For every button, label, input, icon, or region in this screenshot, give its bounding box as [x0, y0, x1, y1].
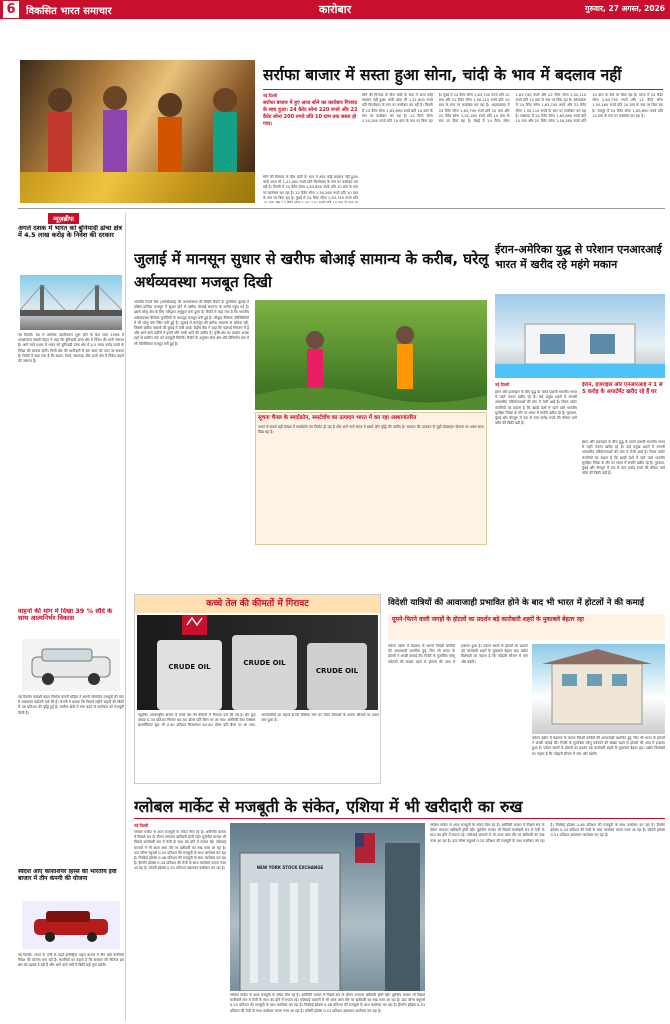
- masthead: [0, 0, 670, 19]
- nyse-sign: NEW YORK STOCK EXCHANGE: [256, 865, 324, 870]
- global-body-left: ग्लोबल मार्केट से आज मजबूती के संकेत मिल रहे हैं। अमेरिकी बाजार में पिछले सत्र के दौरान लगातार खरीदारी होती रही। यूरोपीय बाजार भी पिछले कारोबारी सत्र में तेजी के साथ बंद होने में सफल रहे। एशियाई बाजारों में भी आज आम तौर पर खरीदारी का रुख नजर आ रहा है। डाउ जॉन्स फ्यूचर्स 0.25 प्रतिशत की मजबूती के साथ कारोबार कर रहा है। निक्केई इंडेक्स 0.48 प्रतिशत की मजबूती के साथ कारोबार कर रहा है। हैंगसेंग इंडेक्स 0.33 प्रतिशत की तेजी के साथ कारोबार करता नजर आ रहा है। कोस्पी इंडेक्स 0.51 प्रतिशत उछलकर कारोबार कर रहा है।: [134, 830, 226, 871]
- section-divider: [18, 208, 665, 209]
- paper-name: विकसित भारत समाचार: [26, 6, 112, 17]
- monsoon-quote: सूचना चैनल के स्मार्टफ़ोन, स्मार्टवॉच का उत्पादन भारत में कर रहा अस्थानांतरित: [258, 415, 417, 421]
- crude-photo: [137, 615, 378, 710]
- page-number: 6: [3, 1, 19, 18]
- gold-body-lower: सोने की गिरावट के बीच चांदी के भाव में आज कोई बदलाव नहीं हुआ। चांदी आज भी 1,21,000 रुपये प्रति किलोग्राम के स्तर पर कारोबार कर रही है। दिल्ली में 24 कैरेट सोना 1,63,890 रुपये प्रति 10 ग्राम के स्तर पर कारोबार कर रहा है। 22 कैरेट सोना 1,50,260 रुपये प्रति 10 ग्राम के स्तर पर बिक रहा है। मुंबई में 24 कैरेट सोना 1,63,740 रुपये प्रति: [263, 175, 358, 200]
- brief2-image: [22, 639, 120, 691]
- crude-box: [134, 594, 381, 784]
- hotels-kicker-box: [388, 614, 665, 640]
- suv-illustration: [22, 639, 120, 691]
- iran-body-right: ईरान और इजराइल के बीच युद्ध के चलते प्रवासी भारतीय भारत में महंगे मकान खरीद रहे हैं। कई प्रमुख शहरों में लग्जरी आवासीय परियोजनाओं की मांग में तेजी आई है। रियल एस्टेट कंपनियों का कहना है कि खाड़ी देशों में रहने वाले भारतीय सुरक्षित निवेश के तौर पर भारत में संपत्ति खरीद रहे हैं। गुरुग्राम, मुंबई और बेंगलुरु में एक से पांच करोड़ रुपये की कीमत वाले फ्लैट की बिक्री बढ़ी है।: [582, 440, 665, 476]
- crude-body: न्यूयॉर्क। अंतरराष्ट्रीय बाजार में कच्चे तेल की कीमतों में गिरावट दर्ज की गई है। ब्रेंट क्रूड वायदा 0.35 प्रतिशत गिरकर 65.50 डॉलर प्रति बैरल पर आ गया। अमेरिकी वेस्ट टेक्सास इंटरमीडिएट क्रूड भी 0.40 प्रतिशत फिसलकर 62.80 डॉलर प्रति बैरल पर आ गया। कारोबारियों का कहना है कि वैश्विक मांग को लेकर चिंताओं के कारण कीमतों पर दबाव बना हुआ है।: [138, 713, 379, 728]
- gold-body: सोने की गिरावट के बीच चांदी के भाव में आज कोई बदलाव नहीं हुआ। चांदी आज भी 1,21,000 रुपये प्रति किलोग्राम के स्तर पर कारोबार कर रही है। दिल्ली में 24 कैरेट सोना 1,63,890 रुपये प्रति 10 ग्राम के स्तर पर कारोबार कर रहा है। 22 कैरेट सोना 1,50,260 रुपये प्रति 10 ग्राम के स्तर पर बिक रहा है। मुंबई में 24 कैरेट सोना 1,63,740 रुपये प्रति 10 ग्राम और 22 कैरेट सोना 1,50,110 रुपये प्रति 10 ग्राम के स्तर पर कारोबार कर रहा है। अहमदाबाद में 24 कैरेट सोना 1,63,790 रुपये प्रति 10 ग्राम और 22 कैरेट सोना 1,50,160 रुपये प्रति 10 ग्राम के स्तर पर बिक रहा है। चेन्नई में 24 कैरेट सोना 1,63,740 रुपये और 22 कैरेट सोना 1,50,110 रुपये प्रति 10 ग्राम के स्तर पर बिक रहा है। कोलकाता में 24 कैरेट सोना 1,63,740 रुपये और 22 कैरेट सोना 1,50,110 रुपये के स्तर पर कारोबार कर रहा है। लखनऊ में 24 कैरेट सोना 1,63,890 रुपये प्रति 10 ग्राम और 22 कैरेट सोना 1,50,260 रुपये प्रति 10 ग्राम के स्तर पर बिक रहा है। पटना में 24 कैरेट सोना 1,63,790 रुपये और 22 कैरेट सोना 1,50,160 रुपये प्रति 10 ग्राम के स्तर पर बिक रहा है। जयपुर में 24 कैरेट सोना 1,63,890 रुपये प्रति 10 ग्राम के स्तर पर कारोबार कर रहा है।: [362, 93, 663, 124]
- monsoon-photo: [255, 300, 487, 410]
- hotel-building-illustration: [532, 644, 665, 734]
- brief1-body: नई दिल्ली। देश में आर्थिक उदारीकरण शुरू होने के बाद साल 1996 में अवसंरचना संबंधी मोहन ने कहा कि बुनियादी ढांचा क्षेत्र में निवेश की भारी जरूरत है। आने वाले दशक में भारत को बुनियादी ढांचा क्षेत्र में 4.5 लाख करोड़ रुपये के निवेश की दरकार होगी। निजी क्षेत्र की भागीदारी से इस अंतर को पाटा जा सकता है। रिपोर्ट में कहा गया है कि सड़क, रेलवे, बंदरगाह और ऊर्जा क्षेत्र में निवेश बढ़ाने की जरूरत है।: [18, 333, 124, 364]
- section-label: कारोबार: [318, 3, 352, 16]
- monsoon-quote-box: [255, 412, 487, 545]
- monsoon-body-left: भारतीय रिज़र्व बैंक (आरबीआई) की अर्थव्यवस्था की स्थिति रिपोर्ट के मुताबिक जुलाई में दक्षिण-पश्चिम मानसून में सुधार होने से खरीफ बोआई सामान्य के करीब पहुंच गई है। इससे घरेलू क्षेत्र के लिए परिदृश्य अनुकूल बना हुआ है। रिपोर्ट में कहा गया है कि भारतीय अर्थव्यवस्था वैश्विक चुनौतियों के बावजूद मजबूत बनी हुई है। मौजूदा वैश्विक परिस्थितियों में भी घरेलू मांग स्थिर बनी हुई है। जुलाई में मानसून की बारिश सामान्य से अधिक रही, जिससे खरीफ फसलों की बुवाई में तेजी आई। केंद्रीय बैंक ने कहा कि महंगाई नियंत्रण में है और आने वाले महीनों में इसमें और नरमी आने की उम्मीद है। कृषि क्षेत्र का प्रदर्शन अच्छा रहने से ग्रामीण मांग को मजबूती मिलेगी। रिपोर्ट के अनुसार सेवा क्षेत्र और विनिर्माण क्षेत्र में भी गतिविधियां मजबूत बनी हुई हैं।: [134, 300, 249, 346]
- sidebar: [18, 213, 126, 1021]
- monsoon-quote-body: भारत से सबसे बड़ी संख्या में स्मार्टफ़ोन का निर्यात हो रहा है और आने वाले समय में इसमें और वृद्धि की उम्मीद है। सरकार की उत्पादन से जुड़ी प्रोत्साहन योजना का असर साफ दिख रहा है।: [258, 425, 484, 435]
- iran-body: ईरान और इजराइल के बीच युद्ध के चलते प्रवासी भारतीय भारत में महंगे मकान खरीद रहे हैं। कई प्रमुख शहरों में लग्जरी आवासीय परियोजनाओं की मांग में तेजी आई है। रियल एस्टेट कंपनियों का कहना है कि खाड़ी देशों में रहने वाले भारतीय सुरक्षित निवेश के तौर पर भारत में संपत्ति खरीद रहे हैं। गुरुग्राम, मुंबई और बेंगलुरु में एक से पांच करोड़ रुपये की कीमत वाले फ्लैट की बिक्री बढ़ी है।: [495, 390, 577, 426]
- gold-lede: सर्राफा बाजार में हुए आज सोने का कारोबार गिरावट के साथ हुआ। 24 कैरेट सोना 220 रुपये और 22 कैरेट सोना 200 रुपये प्रति 10 ग्राम तक सस्ता हो गया।: [263, 100, 358, 127]
- nyse-photo: [230, 823, 425, 991]
- farmers-field-illustration: [255, 300, 487, 410]
- hotel-photo: [532, 644, 665, 734]
- iran-dateline: नई दिल्ली: [495, 382, 510, 387]
- sidebar-tag: न्यूज़ब्रीफ: [48, 213, 79, 224]
- shoppers-illustration: [20, 60, 255, 203]
- hotels-body: पर्यटन उद्योग में बदलाव के कारण विदेशी यात्रियों की आवाजाही प्रभावित हुई, फिर भी भारत के होटलों ने अच्छी कमाई की। रिपोर्ट के मुताबिक घरेलू पर्यटकों की संख्या बढ़ने से होटलों की आय में इजाफा हुआ है। पर्यटन स्थलों के होटलों का प्रदर्शन बड़े कारोबारी शहरों के मुकाबले बेहतर रहा। उद्योग विशेषज्ञों का कहना है कि त्योहारी सीजन में मांग और बढ़ेगी।: [388, 644, 528, 664]
- barrel-label-2: CRUDE OIL: [243, 659, 286, 667]
- bridge-illustration: [20, 275, 122, 330]
- global-headline: ग्लोबल मार्केट से मजबूती के संकेत, एशिया में भी खरीदारी का रुख: [134, 797, 523, 816]
- gold-rule: [263, 89, 663, 90]
- global-photo-caption: ग्लोबल मार्केट से आज मजबूती के संकेत मिल रहे हैं। अमेरिकी बाजार में पिछले सत्र के दौरान लगातार खरीदारी होती रही। यूरोपीय बाजार भी पिछले कारोबारी सत्र में तेजी के साथ बंद होने में सफल रहे। एशियाई बाजारों में भी आज आम तौर पर खरीदारी का रुख नजर आ रहा है। डाउ जॉन्स फ्यूचर्स 0.25 प्रतिशत की मजबूती के साथ कारोबार कर रहा है। निक्केई इंडेक्स 0.48 प्रतिशत की मजबूती के साथ कारोबार कर रहा है। हैंगसेंग इंडेक्स 0.33 प्रतिशत की तेजी के साथ कारोबार करता नजर आ रहा है। कोस्पी इंडेक्स 0.51 प्रतिशत उछलकर कारोबार कर रहा है।: [230, 993, 425, 1013]
- monsoon-headline: जुलाई में मानसून सुधार से खरीफ बोआई सामान्य के करीब, घरेलू अर्थव्यवस्था मजबूत दिखी: [134, 250, 489, 291]
- brief3-headline: स्वदेश आएं कोशाशेयर हिस्से की भारतीय ईवी बाजार में तीन कंपनी की योजना: [18, 869, 117, 882]
- gold-headline: सर्राफा बाजार में सस्ता हुआ सोना, चांदी के भाव में बदलाव नहीं: [263, 66, 622, 84]
- brief2-headline: वाहनों की मांग में दिखा 39 % सौदे के साथ आत्मनिर्भर विकास: [18, 608, 113, 623]
- global-dateline: नई दिल्ली: [134, 823, 149, 828]
- hotels-kicker: घूमने-फिरने वाली जगहों के होटलों का प्रदर्शन बड़े कारोबारी शहरों के मुकाबले बेहतर रहा: [392, 616, 584, 623]
- stock-exchange-illustration: [230, 823, 425, 991]
- barrel-label-3: CRUDE OIL: [315, 667, 359, 675]
- ev-car-illustration: [22, 901, 120, 949]
- hotels-body-lower: पर्यटन उद्योग में बदलाव के कारण विदेशी यात्रियों की आवाजाही प्रभावित हुई, फिर भी भारत के होटलों ने अच्छी कमाई की। रिपोर्ट के मुताबिक घरेलू पर्यटकों की संख्या बढ़ने से होटलों की आय में इजाफा हुआ है। पर्यटन स्थलों के होटलों का प्रदर्शन बड़े कारोबारी शहरों के मुकाबले बेहतर रहा। उद्योग विशेषज्ञों का कहना है कि त्योहारी सीजन में मांग और बढ़ेगी।: [532, 736, 665, 756]
- iran-kicker: ईरान, इजराइल और एनआरआई ने 1 से 5 करोड़ के अपार्टमेंट खरीद रहे हैं घर: [582, 382, 663, 395]
- villa-illustration: [495, 294, 665, 378]
- brief3-body: नई दिल्ली। भारत के तेजी से बढ़ते इलेक्ट्रिक वाहन बाजार में तीन बड़ी कंपनियां निवेश की योजना बना रही हैं। कंपनियों का कहना है कि सरकार की नीतियां इस क्षेत्र को बढ़ावा दे रही हैं और आने वाले वर्षों में बिक्री कई गुना बढ़ेगी।: [18, 953, 124, 968]
- issue-date: गुरुवार, 27 अगस्त, 2026: [585, 4, 665, 13]
- house-photo: [495, 294, 665, 378]
- brief2-body: नई दिल्ली। स्वदेशी वाहन निर्माता कंपनी महिंद्रा ने अपनी लोकप्रिय एसयूवी की मांग में जबरदस्त बढ़ोतरी दर्ज की है। कंपनी ने बताया कि पिछले महीने वाहनों की बिक्री में 39 प्रतिशत की वृद्धि हुई है। ग्रामीण क्षेत्रों में मांग बढ़ने से कारोबार को मजबूती मिली है।: [18, 695, 124, 715]
- global-rule: [134, 818, 665, 819]
- crude-headline: कच्चे तेल की कीमतों में गिरावट: [135, 595, 380, 613]
- brief1-headline: अगले दशक में भारत को बुनियादी ढांचा क्षेत्र में 4.5 लाख करोड़ के निवेश की दरकार: [18, 225, 122, 240]
- gold-dateline: नई दिल्ली: [263, 93, 278, 98]
- global-body-right: ग्लोबल मार्केट से आज मजबूती के संकेत मिल रहे हैं। अमेरिकी बाजार में पिछले सत्र के दौरान लगातार खरीदारी होती रही। यूरोपीय बाजार भी पिछले कारोबारी सत्र में तेजी के साथ बंद होने में सफल रहे। एशियाई बाजारों में भी आज आम तौर पर खरीदारी का रुख नजर आ रहा है। डाउ जॉन्स फ्यूचर्स 0.25 प्रतिशत की मजबूती के साथ कारोबार कर रहा है। निक्केई इंडेक्स 0.48 प्रतिशत की मजबूती के साथ कारोबार कर रहा है। हैंगसेंग इंडेक्स 0.33 प्रतिशत की तेजी के साथ कारोबार करता नजर आ रहा है। कोस्पी इंडेक्स 0.51 प्रतिशत उछलकर कारोबार कर रहा है।: [430, 823, 665, 843]
- jewellery-photo: [20, 60, 255, 203]
- brief1-image: [20, 275, 122, 330]
- barrel-label-1: CRUDE OIL: [168, 663, 211, 671]
- hotels-headline: विदेशी यात्रियों की आवाजाही प्रभावित होने के बाद भी भारत में होटलों ने की कमाई: [388, 598, 645, 608]
- brief3-image: [22, 901, 120, 949]
- iran-headline: ईरान-अमेरिका युद्ध से परेशान एनआरआई भारत में खरीद रहे महंगे मकान: [495, 243, 662, 271]
